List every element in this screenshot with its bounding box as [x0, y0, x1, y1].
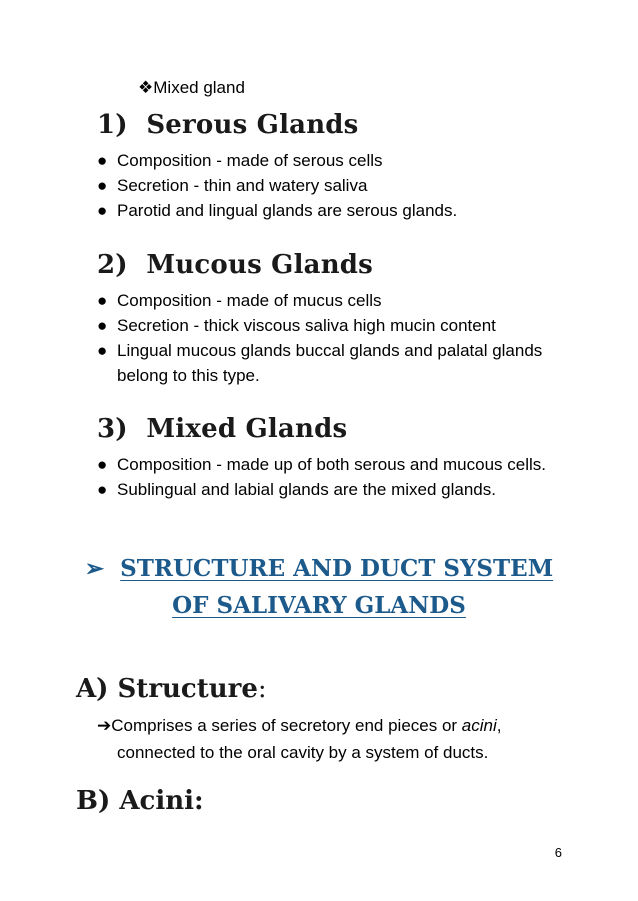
serous-bullet-list: [97, 148, 457, 223]
bullet-icon: ●: [97, 316, 108, 335]
bullet-icon: ●: [97, 201, 108, 220]
list-item: ● Parotid and lingual glands are serous glands.: [97, 198, 457, 223]
section-number: 3): [97, 414, 128, 444]
list-item: ● Composition - made of serous cells: [97, 148, 457, 173]
bullet-icon: ●: [97, 341, 108, 360]
structure-heading: A) Structure:: [76, 674, 267, 704]
mucous-bullet-list: [97, 288, 557, 388]
top-list-item: [138, 78, 245, 98]
bullet-icon: ●: [97, 480, 108, 499]
section-number: 1): [97, 110, 128, 140]
section-heading-mixed: [97, 414, 347, 444]
section-heading-mucous: [97, 250, 373, 280]
page-number: 6: [554, 845, 562, 860]
acini-heading: B) Acini:: [76, 786, 204, 816]
section-title: Mixed Glands: [146, 414, 348, 444]
section-title: Serous Glands: [146, 110, 359, 140]
top-item-text: Mixed gland: [153, 78, 245, 97]
subheading-line2: OF SALIVARY GLANDS: [172, 592, 466, 619]
bullet-icon: ●: [97, 151, 108, 170]
section-number: 2): [97, 250, 128, 280]
list-item: ● Composition - made up of both serous and mucous cells.: [97, 452, 557, 477]
diamond-bullet-icon: ❖: [138, 78, 154, 97]
structure-duct-subheading: [0, 555, 638, 582]
structure-paragraph: ➔Comprises a series of secretory end pieces or acini, connected to the oral cavity by a system of ducts.: [97, 716, 502, 762]
subheading-line1: STRUCTURE AND DUCT SYSTEM: [120, 555, 554, 582]
list-item: ● Secretion - thin and watery saliva: [97, 173, 457, 198]
list-item: ● Secretion - thick viscous saliva high mucin content: [97, 313, 557, 338]
section-heading-serous: [97, 110, 359, 140]
list-item: ● Lingual mucous glands buccal glands and palatal glands belong to this type.: [97, 338, 557, 388]
bullet-icon: ●: [97, 455, 108, 474]
list-item: ● Sublingual and labial glands are the mixed glands.: [97, 477, 557, 502]
section-title: Mucous Glands: [146, 250, 374, 280]
list-item: ● Composition - made of mucus cells: [97, 288, 557, 313]
mixed-bullet-list: [97, 452, 557, 502]
structure-duct-subheading-line2: [0, 592, 638, 619]
bullet-icon: ●: [97, 291, 108, 310]
right-arrow-icon: ➔: [97, 716, 112, 735]
arrowhead-icon: ➢: [84, 555, 105, 582]
bullet-icon: ●: [97, 176, 108, 195]
